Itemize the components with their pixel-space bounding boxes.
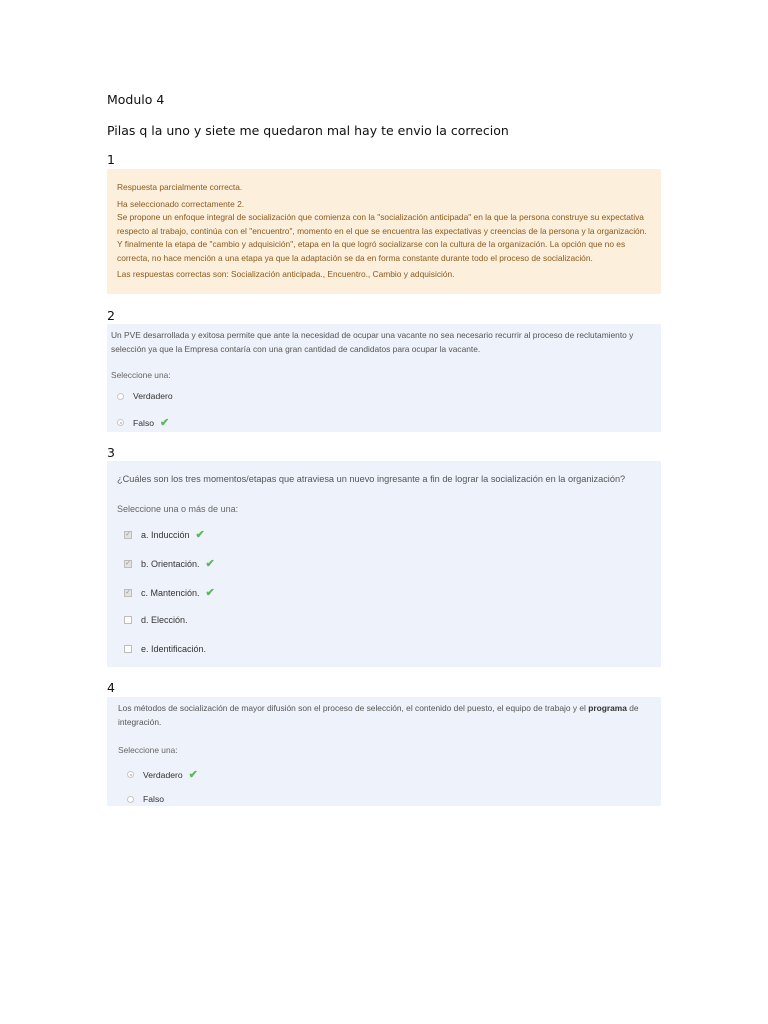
question-text-part: de integración. — [118, 703, 639, 727]
option-d[interactable] — [124, 615, 188, 625]
checkbox-checked[interactable]: ✓ — [125, 530, 131, 538]
question-panel-4 — [107, 697, 661, 806]
option-b[interactable] — [124, 557, 215, 570]
option-label: b. Orientación. — [141, 558, 200, 569]
question-number-2: 2 — [107, 308, 115, 323]
checkbox-checked[interactable]: ✓ — [125, 559, 131, 567]
select-prompt: Seleccione una: — [111, 370, 171, 380]
radio-button-selected[interactable] — [117, 419, 124, 426]
option-label: d. Elección. — [141, 615, 188, 625]
check-icon: ✔ — [205, 558, 215, 570]
option-falso[interactable] — [117, 416, 169, 429]
radio-button[interactable] — [117, 393, 124, 400]
question-text-part: Los métodos de socialización de mayor difusión son el proceso de selección, el contenido del puesto, el equipo de trabajo y el — [118, 703, 589, 713]
option-verdadero[interactable] — [117, 391, 173, 401]
check-icon: ✔ — [188, 769, 198, 781]
question-panel-3 — [107, 461, 661, 667]
option-label: e. Identificación. — [141, 644, 207, 654]
radio-button-selected[interactable] — [127, 771, 134, 778]
option-c[interactable] — [124, 586, 215, 599]
check-icon: ✔ — [205, 587, 215, 599]
doc-note: Pilas q la uno y siete me quedaron mal hay te envio la correcion — [107, 123, 509, 138]
feedback-selected-count: Ha seleccionado correctamente 2. — [117, 198, 245, 209]
option-verdadero[interactable] — [127, 768, 198, 781]
question-text: Un PVE desarrollada y exitosa permite que ante la necesidad de ocupar una vacante no sea necesario recurrir al proceso de reclutamiento y selección ya que la Empresa contaría con una gran cantidad de candidatos para ocupar la vacante. — [111, 330, 634, 354]
select-prompt: Seleccione una: — [118, 745, 178, 755]
select-prompt: Seleccione una o más de una: — [117, 504, 239, 514]
option-e[interactable] — [124, 644, 206, 654]
option-a[interactable] — [124, 528, 205, 541]
question-panel-2 — [107, 324, 661, 432]
checkbox-checked[interactable]: ✓ — [125, 588, 131, 596]
option-falso[interactable] — [127, 794, 164, 804]
radio-button[interactable] — [127, 796, 134, 803]
option-label: Falso — [133, 417, 155, 428]
question-number-1: 1 — [107, 152, 115, 167]
check-icon: ✔ — [195, 529, 205, 541]
question-text-bold: programa — [588, 703, 627, 713]
checkbox[interactable] — [124, 645, 132, 653]
question-number-4: 4 — [107, 680, 115, 695]
option-label: Verdadero — [143, 769, 183, 780]
option-label: c. Mantención. — [141, 587, 200, 598]
feedback-explanation: Se propone un enfoque integral de socialización que comienza con la "socialización anticipada" en la que la persona construye su expectativa respecto al trabajo, continúa con el "encuentro", momento en el que se encuentra las expectativas y creencias de la persona y la organización. Y finalmente la etapa de "cambio y adquisición", etapa en la que logró socializarse con la cultura de la organización. La opción que no es correcta, no hace mención a una etapa ya que la adaptación se da en forma constante durante todo el proceso de socialización. — [117, 212, 647, 263]
question-number-3: 3 — [107, 445, 115, 460]
option-label: a. Inducción — [141, 529, 190, 540]
check-icon: ✔ — [160, 417, 170, 429]
question-text — [118, 701, 653, 729]
feedback-panel — [107, 169, 661, 294]
feedback-correct-answers: Las respuestas correctas son: Socialización anticipada., Encuentro., Cambio y adquisición. — [117, 269, 455, 279]
option-label: Verdadero — [133, 391, 173, 401]
feedback-status: Respuesta parcialmente correcta. — [117, 182, 243, 192]
question-text: ¿Cuáles son los tres momentos/etapas que atraviesa un nuevo ingresante a fin de lograr la socialización en la organización? — [117, 474, 626, 484]
option-label: Falso — [143, 794, 165, 804]
checkbox[interactable] — [124, 616, 132, 624]
doc-title: Modulo 4 — [107, 92, 165, 107]
